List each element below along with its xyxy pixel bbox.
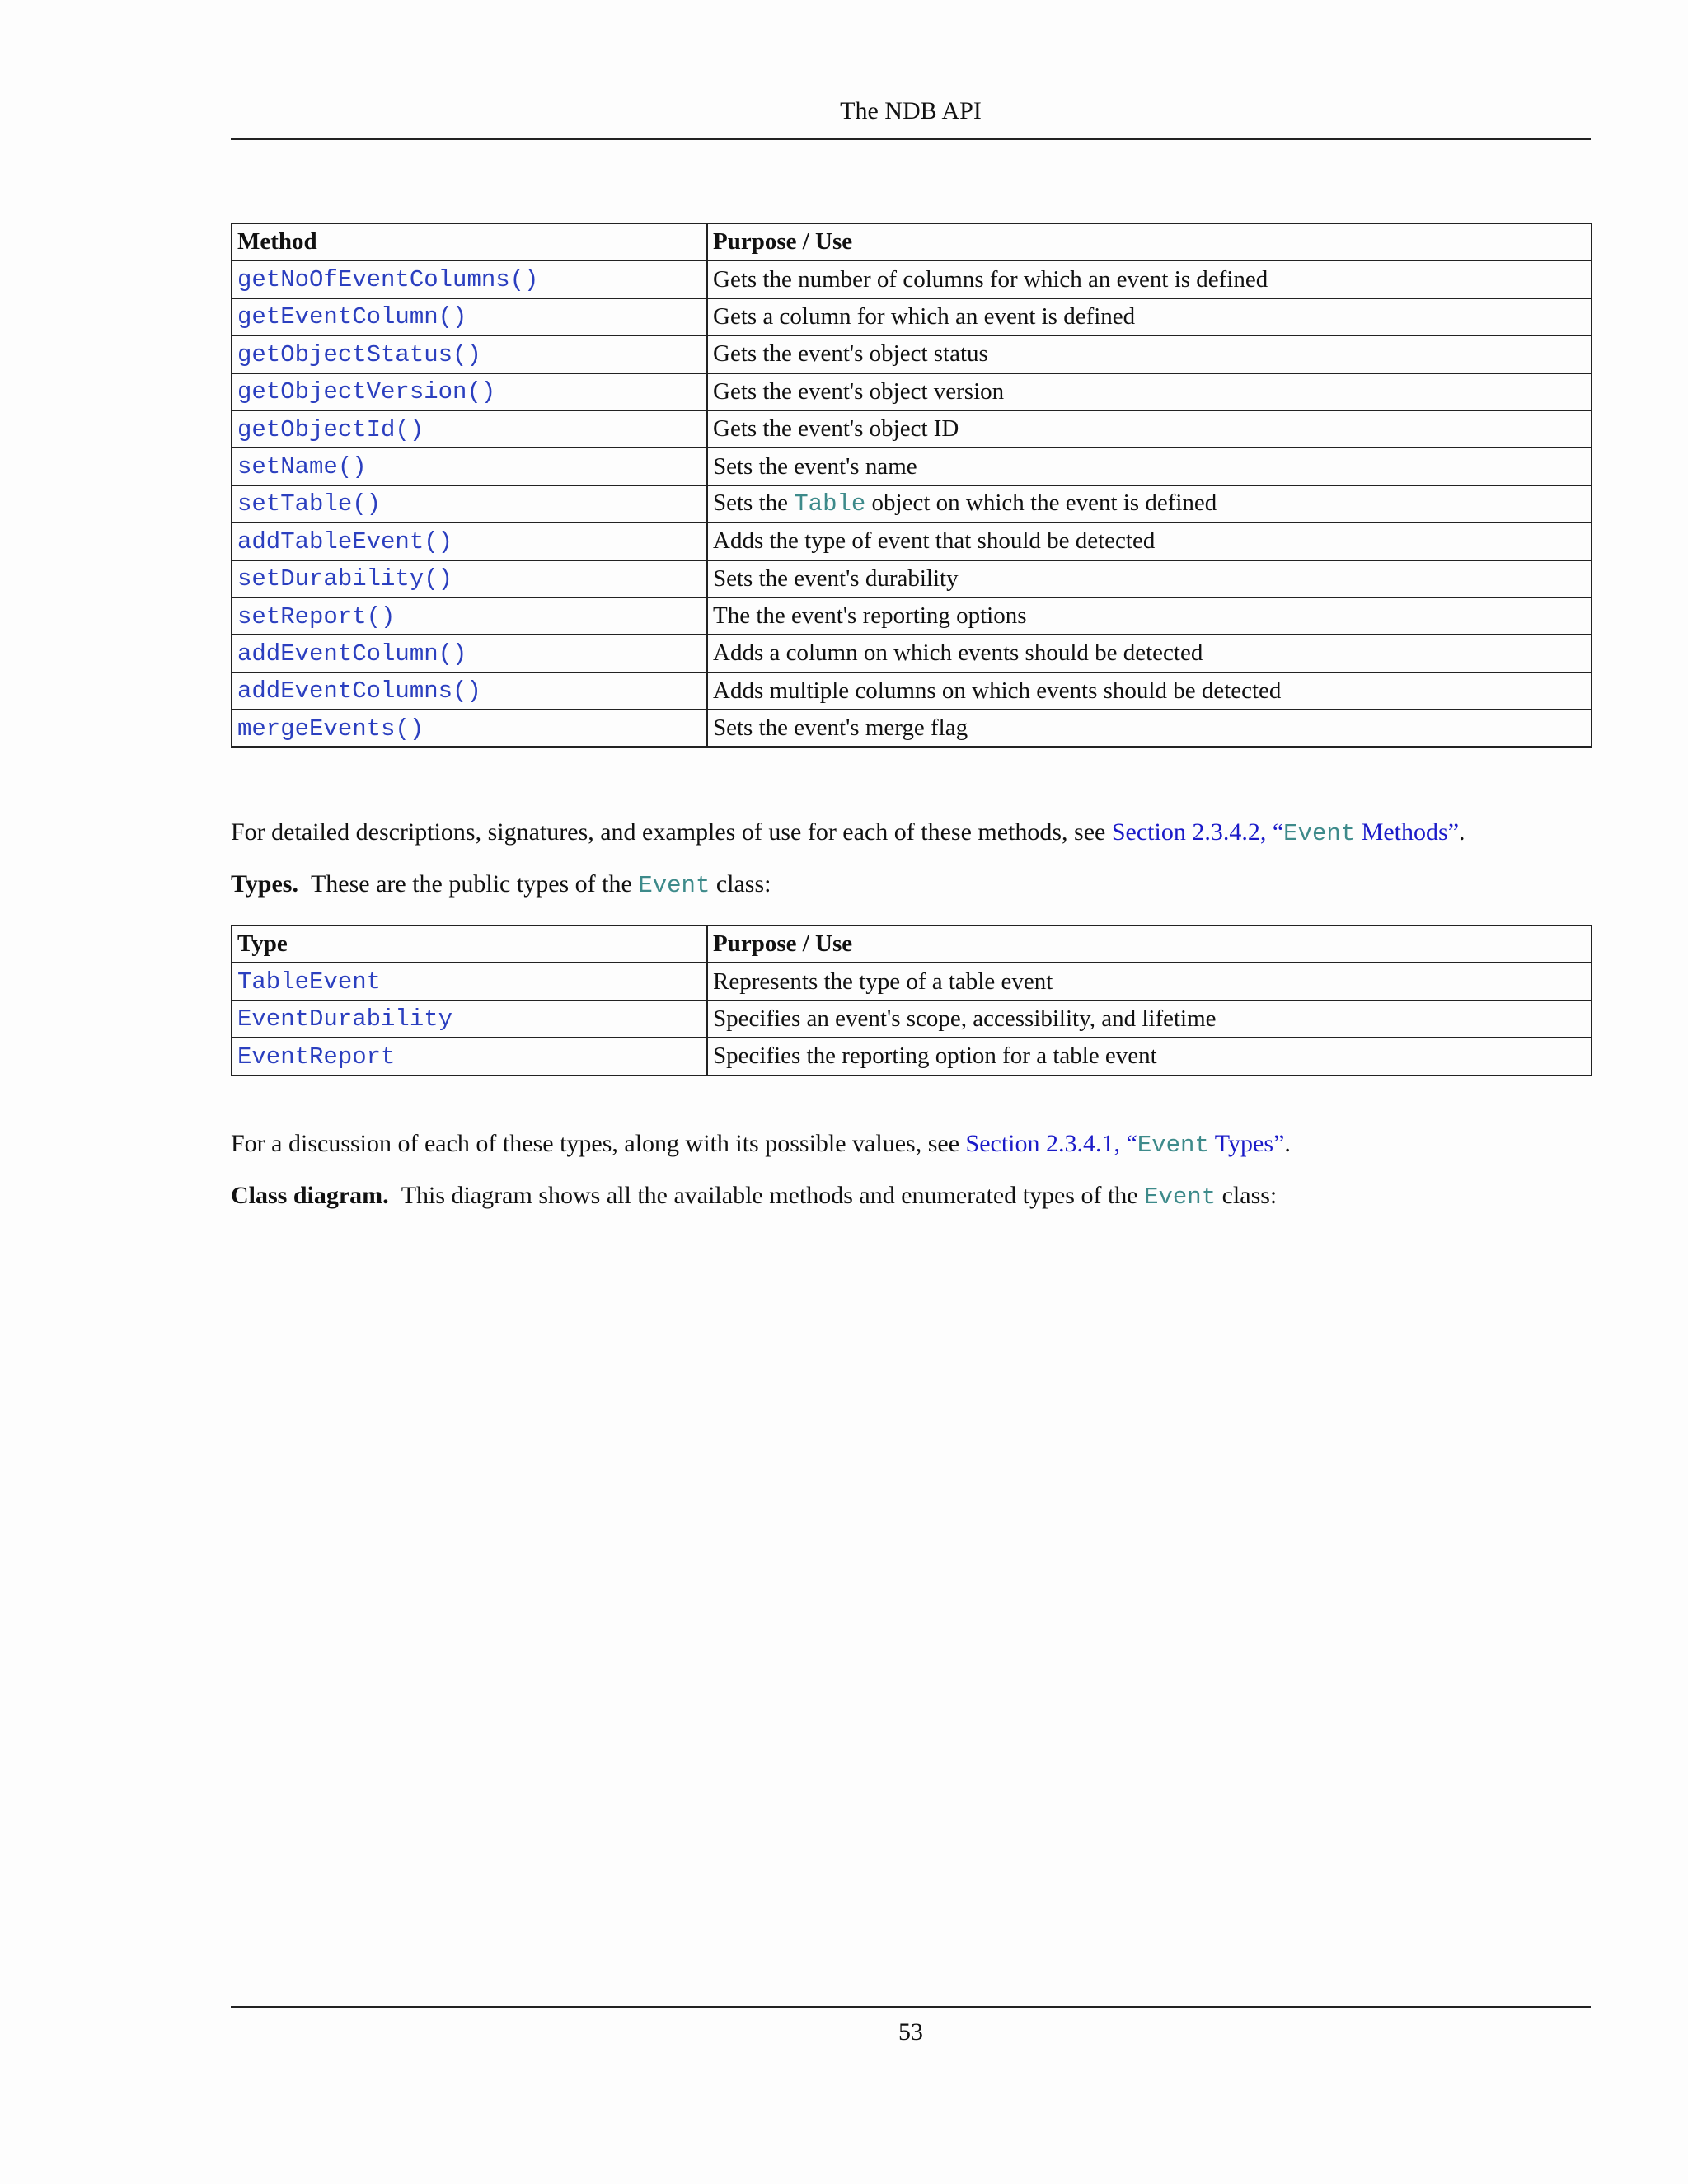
method-link[interactable]: getObjectStatus() xyxy=(237,340,481,368)
table-row xyxy=(232,260,1592,298)
table-row xyxy=(232,598,1592,635)
types-table xyxy=(231,925,1592,1076)
method-cell xyxy=(232,523,707,560)
purpose-cell: The the event's reporting options xyxy=(707,598,1592,635)
link-code: Event xyxy=(1283,820,1356,847)
page-footer xyxy=(231,2006,1591,2049)
event-methods-section-link[interactable] xyxy=(1112,818,1459,846)
event-class-code: Event xyxy=(1144,1183,1217,1211)
table-row xyxy=(232,410,1592,448)
table-class-code: Table xyxy=(794,490,866,518)
purpose-cell: Gets the number of columns for which an event is defined xyxy=(707,260,1592,298)
method-cell xyxy=(232,260,707,298)
methods-table-header-row xyxy=(232,223,1592,260)
methods-col-purpose-header: Purpose / Use xyxy=(707,223,1592,260)
link-text: Section 2.3.4.2, “ xyxy=(1111,818,1284,846)
types-note xyxy=(231,1127,1591,1162)
methods-note-text: For detailed descriptions, signatures, and examples of use for each of these methods, see xyxy=(231,818,1112,846)
method-link[interactable]: setTable() xyxy=(237,490,382,518)
method-cell xyxy=(232,635,707,672)
methods-col-method-header: Method xyxy=(232,223,707,260)
types-intro-text: These are the public types of the xyxy=(310,870,639,898)
table-row xyxy=(232,523,1592,560)
method-link[interactable]: addEventColumns() xyxy=(237,677,481,705)
method-link[interactable]: setReport() xyxy=(237,602,396,630)
table-row xyxy=(232,1038,1592,1075)
page-header xyxy=(231,92,1591,140)
table-row xyxy=(232,335,1592,373)
method-cell xyxy=(232,335,707,373)
purpose-cell: Gets the event's object status xyxy=(707,335,1592,373)
purpose-cell: Adds multiple columns on which events should be detected xyxy=(707,673,1592,710)
type-link[interactable]: TableEvent xyxy=(237,968,382,996)
method-cell xyxy=(232,598,707,635)
method-link[interactable]: setName() xyxy=(237,453,367,481)
method-cell xyxy=(232,448,707,485)
method-cell xyxy=(232,485,707,523)
table-row xyxy=(232,298,1592,335)
class-diagram-intro xyxy=(231,1179,1591,1214)
types-col-type-header: Type xyxy=(232,926,707,963)
method-link[interactable]: addTableEvent() xyxy=(237,527,453,555)
method-cell xyxy=(232,373,707,410)
purpose-cell: Sets the event's name xyxy=(707,448,1592,485)
purpose-cell: Adds a column on which events should be detected xyxy=(707,635,1592,672)
type-link[interactable]: EventReport xyxy=(237,1043,396,1071)
type-link[interactable]: EventDurability xyxy=(237,1005,453,1033)
method-link[interactable]: getObjectVersion() xyxy=(237,378,496,406)
method-cell xyxy=(232,673,707,710)
purpose-cell: Gets the event's object ID xyxy=(707,410,1592,448)
header-title: The NDB API xyxy=(840,97,982,124)
purpose-cell: Specifies an event's scope, accessibility, and lifetime xyxy=(707,1001,1592,1038)
table-row xyxy=(232,635,1592,672)
link-code: Event xyxy=(1137,1132,1209,1159)
purpose-cell: Sets the event's merge flag xyxy=(707,710,1592,747)
types-note-text: For a discussion of each of these types, along with its possible values, see xyxy=(231,1130,966,1157)
table-row xyxy=(232,448,1592,485)
method-cell xyxy=(232,298,707,335)
class-diagram-label: Class diagram. xyxy=(231,1182,389,1209)
purpose-cell: Represents the type of a table event xyxy=(707,963,1592,1000)
purpose-cell: Gets the event's object version xyxy=(707,373,1592,410)
link-text: Types” xyxy=(1208,1130,1285,1157)
method-link[interactable]: getNoOfEventColumns() xyxy=(237,266,539,294)
class-diagram-end: class: xyxy=(1216,1182,1278,1209)
method-link[interactable]: getEventColumn() xyxy=(237,303,467,331)
types-intro xyxy=(231,868,1591,902)
purpose-text: object on which the event is defined xyxy=(865,490,1217,517)
table-row xyxy=(232,373,1592,410)
methods-table xyxy=(231,223,1592,748)
purpose-cell: Specifies the reporting option for a table event xyxy=(707,1038,1592,1075)
method-link[interactable]: mergeEvents() xyxy=(237,715,424,743)
table-row xyxy=(232,963,1592,1000)
method-link[interactable]: setDurability() xyxy=(237,565,453,593)
method-cell xyxy=(232,710,707,747)
types-table-header-row xyxy=(232,926,1592,963)
table-row xyxy=(232,710,1592,747)
event-class-code: Event xyxy=(638,872,710,899)
method-link[interactable]: getObjectId() xyxy=(237,415,424,443)
purpose-cell: Sets the event's durability xyxy=(707,560,1592,598)
table-row xyxy=(232,560,1592,598)
class-diagram-text: This diagram shows all the available methods and enumerated types of the xyxy=(401,1182,1145,1209)
link-text: Methods” xyxy=(1355,818,1460,846)
type-cell xyxy=(232,1038,707,1075)
type-cell xyxy=(232,1001,707,1038)
purpose-cell xyxy=(707,485,1592,523)
type-cell xyxy=(232,963,707,1000)
table-row xyxy=(232,673,1592,710)
types-col-purpose-header: Purpose / Use xyxy=(707,926,1592,963)
method-cell xyxy=(232,560,707,598)
purpose-text: Sets the xyxy=(713,490,795,517)
event-types-section-link[interactable] xyxy=(966,1130,1285,1157)
page-number: 53 xyxy=(898,2018,923,2046)
link-text: Section 2.3.4.1, “ xyxy=(965,1130,1137,1157)
purpose-cell: Gets a column for which an event is defined xyxy=(707,298,1592,335)
types-intro-end: class: xyxy=(710,870,771,898)
method-cell xyxy=(232,410,707,448)
table-row xyxy=(232,1001,1592,1038)
methods-note xyxy=(231,816,1591,851)
methods-note-end: . xyxy=(1459,818,1465,846)
types-note-end: . xyxy=(1284,1130,1291,1157)
purpose-cell: Adds the type of event that should be detected xyxy=(707,523,1592,560)
method-link[interactable]: addEventColumn() xyxy=(237,640,467,668)
table-row xyxy=(232,485,1592,523)
types-label: Types. xyxy=(231,870,298,898)
